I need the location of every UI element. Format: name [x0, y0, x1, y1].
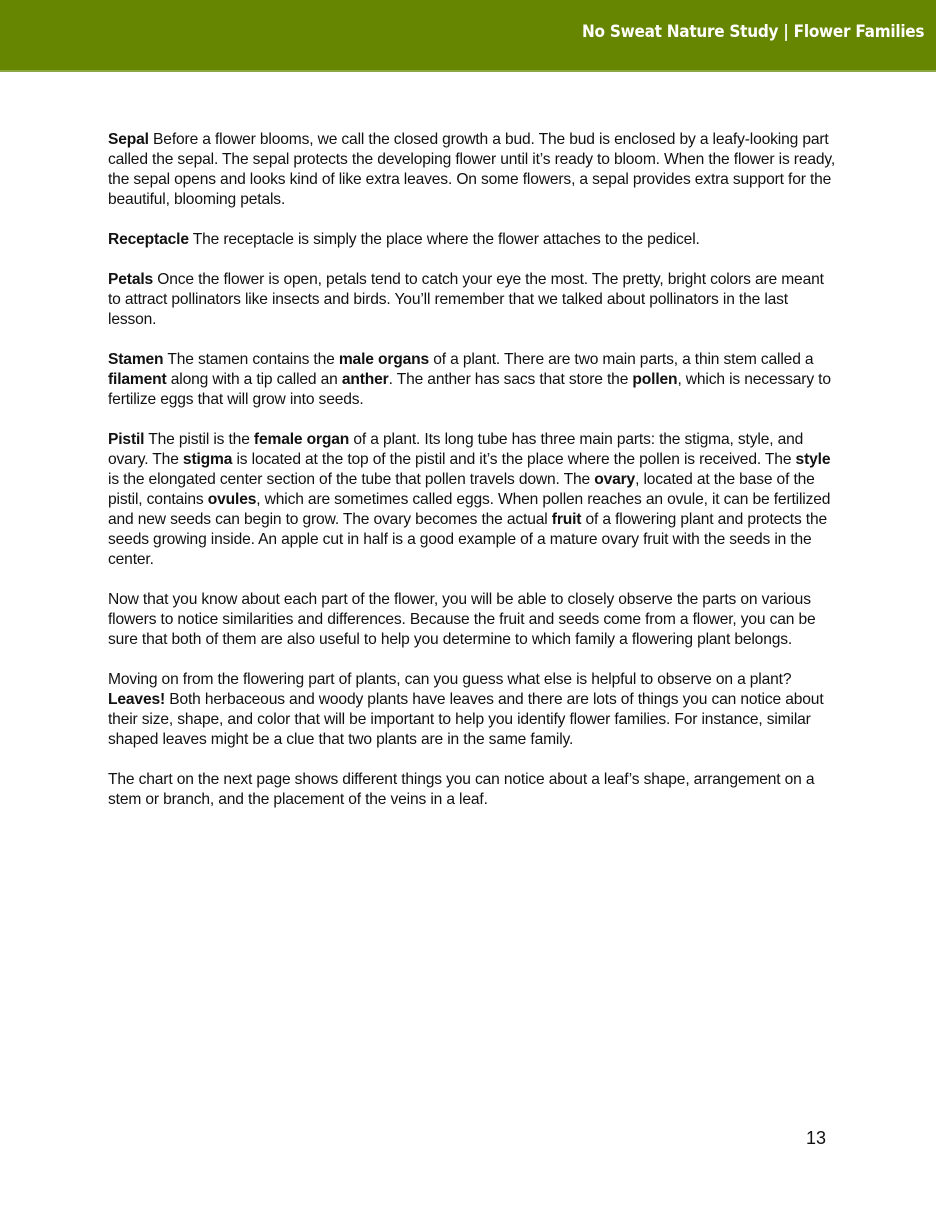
paragraph-pistil: [108, 430, 838, 570]
term-sepal: Sepal: [108, 131, 149, 148]
sepal-text: Before a flower blooms, we call the closed growth a bud. The bud is enclosed by a leafy-looking part called the sepal. The sepal protects the developing flower until it’s ready to bloom. When the flower is ready, the sepal opens and looks kind of like extra leaves. On some flowers, a sepal provides extra support for the beautiful, blooming petals.: [108, 131, 836, 208]
receptacle-text: The receptacle is simply the place where the flower attaches to the pedicel.: [188, 231, 700, 248]
paragraph-stamen: [108, 350, 838, 410]
page-header: [0, 0, 936, 72]
moving-on-text: Moving on from the flowering part of plants, can you guess what else is helpful to observe on a plant?: [108, 671, 792, 688]
petals-text: Once the flower is open, petals tend to catch your eye the most. The pretty, bright colors are meant to attract pollinators like insects and birds. You’ll remember that we talked about pollinators in the last lesson.: [108, 271, 824, 328]
bold-filament: filament: [108, 371, 167, 388]
pistil-text: is located at the top of the pistil and it’s the place where the pollen is received. The: [232, 451, 796, 468]
bold-anther: anther: [341, 371, 389, 388]
bold-ovary: ovary: [594, 471, 636, 488]
pistil-text: , which are sometimes called eggs. When pollen reaches an ovule, it can be fertilized and new seeds can begin to grow. The ovary becomes the actual: [108, 491, 831, 528]
paragraph-sepal: [108, 130, 838, 210]
bold-leaves: Leaves!: [108, 691, 166, 708]
pistil-text: of a flowering plant and protects the seeds growing inside. An apple cut in half is a good example of a mature ovary fruit with the seeds in the center.: [108, 511, 828, 568]
stamen-text: The stamen contains the: [163, 351, 339, 368]
bold-fruit: fruit: [551, 511, 582, 528]
page-number: 13: [806, 1128, 827, 1148]
bold-style: style: [795, 451, 831, 468]
term-receptacle: Receptacle: [108, 231, 189, 248]
term-stamen: Stamen: [108, 351, 164, 368]
stamen-text: . The anther has sacs that store the: [388, 371, 633, 388]
page-content: [108, 130, 838, 830]
paragraph-now-that: Now that you know about each part of the flower, you will be able to closely observe the parts on various flowers to notice similarities and differences. Because the fruit and seeds come from a flower, you can be sure that both of them are also useful to help you determine to which family a flowering plant belongs.: [108, 591, 816, 648]
moving-on-text: Both herbaceous and woody plants have leaves and there are lots of things you can notice about their size, shape, and color that will be important to help you identify flower families. For instance, similar shaped leaves might be a clue that two plants are in the same family.: [108, 691, 824, 748]
pistil-text: The pistil is the: [144, 431, 254, 448]
paragraph-chart-next: The chart on the next page shows different things you can notice about a leaf’s shape, arrangement on a stem or branch, and the placement of the veins in a leaf.: [108, 771, 815, 808]
header-title: No Sweat Nature Study | Flower Families: [581, 22, 924, 42]
term-petals: Petals: [108, 271, 154, 288]
stamen-text: , which is necessary to fertilize eggs that will grow into seeds.: [108, 371, 831, 408]
paragraph-receptacle: [108, 230, 838, 250]
bold-stigma: stigma: [182, 451, 233, 468]
paragraph-petals: [108, 270, 838, 330]
bold-female-organ: female organ: [253, 431, 350, 448]
bold-ovules: ovules: [207, 491, 257, 508]
bold-male-organs: male organs: [338, 351, 430, 368]
bold-pollen: pollen: [632, 371, 678, 388]
stamen-text: along with a tip called an: [166, 371, 342, 388]
stamen-text: of a plant. There are two main parts, a thin stem called a: [429, 351, 814, 368]
pistil-text: is the elongated center section of the tube that pollen travels down. The: [108, 471, 595, 488]
term-pistil: Pistil: [108, 431, 145, 448]
pistil-text: of a plant. Its long tube has three main parts: the stigma, style, and ovary. The: [108, 431, 804, 468]
paragraph-moving-on: [108, 670, 838, 750]
pistil-text: , located at the base of the pistil, contains: [108, 471, 815, 508]
